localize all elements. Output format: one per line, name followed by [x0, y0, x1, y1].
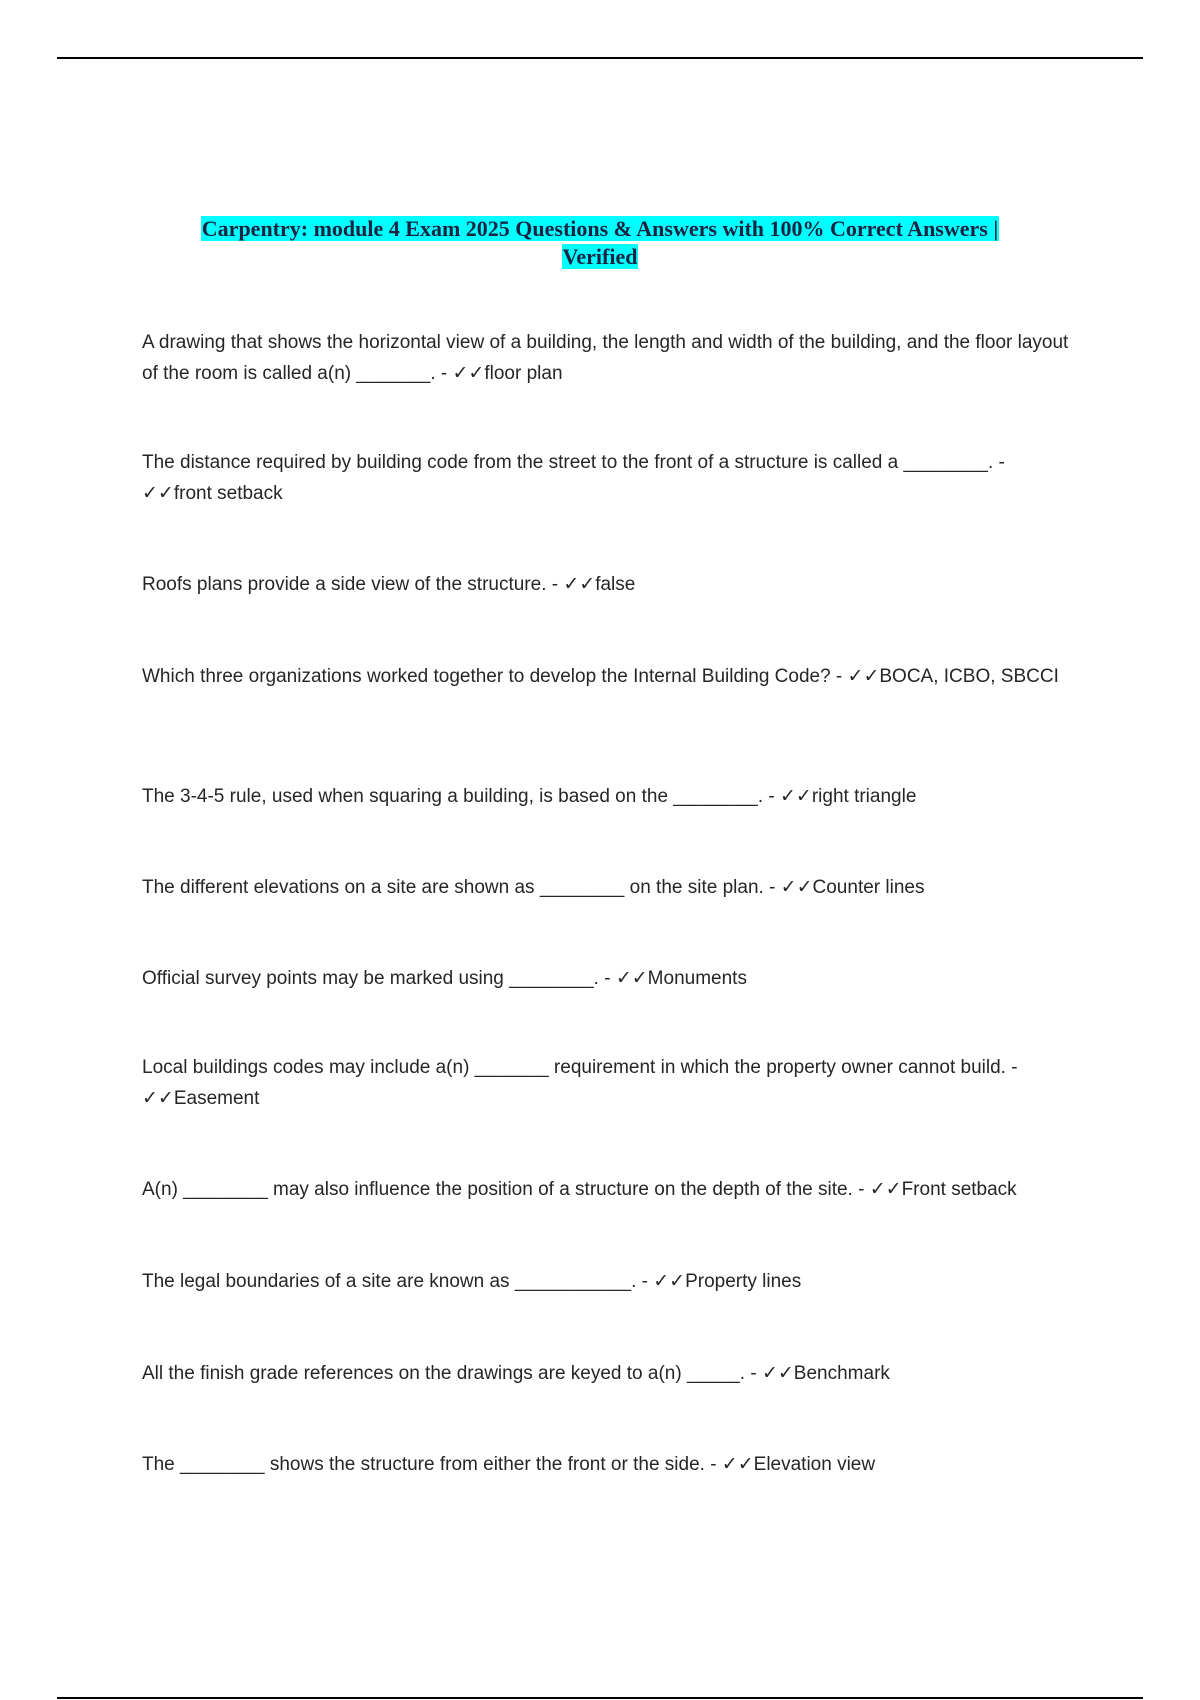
qa-item-2: The distance required by building code from the street to the front of a structure is called a ________. - ✓✓front setback [142, 452, 1005, 504]
document-title [140, 215, 1060, 271]
qa-item-7: Official survey points may be marked using ________. - ✓✓Monuments [142, 968, 747, 989]
qa-item-1: A drawing that shows the horizontal view of a building, the length and width of the building, and the floor layout of the room is called a(n) _______. - ✓✓floor plan [142, 332, 1069, 384]
qa-item-4: Which three organizations worked together to develop the Internal Building Code? - ✓✓BOCA, ICBO, SBCCI [142, 666, 1059, 687]
qa-item-3: Roofs plans provide a side view of the structure. - ✓✓false [142, 574, 636, 595]
qa-item-10: The legal boundaries of a site are known as ___________. - ✓✓Property lines [142, 1271, 802, 1292]
qa-item-11: All the finish grade references on the drawings are keyed to a(n) _____. - ✓✓Benchmark [142, 1363, 890, 1384]
qa-item-12: The ________ shows the structure from either the front or the side. - ✓✓Elevation view [142, 1454, 876, 1475]
title-line-2: Verified [562, 244, 638, 269]
qa-item-8: Local buildings codes may include a(n) _______ requirement in which the property owner cannot build. - ✓✓Easement [142, 1057, 1018, 1109]
qa-item-9: A(n) ________ may also influence the position of a structure on the depth of the site. - ✓✓Front setback [142, 1179, 1017, 1200]
top-rule [57, 57, 1143, 59]
bottom-rule [57, 1697, 1143, 1699]
qa-item-5: The 3-4-5 rule, used when squaring a building, is based on the ________. - ✓✓right triangle [142, 786, 917, 807]
title-line-1: Carpentry: module 4 Exam 2025 Questions & Answers with 100% Correct Answers | [201, 216, 999, 241]
qa-item-6: The different elevations on a site are shown as ________ on the site plan. - ✓✓Counter lines [142, 877, 925, 898]
